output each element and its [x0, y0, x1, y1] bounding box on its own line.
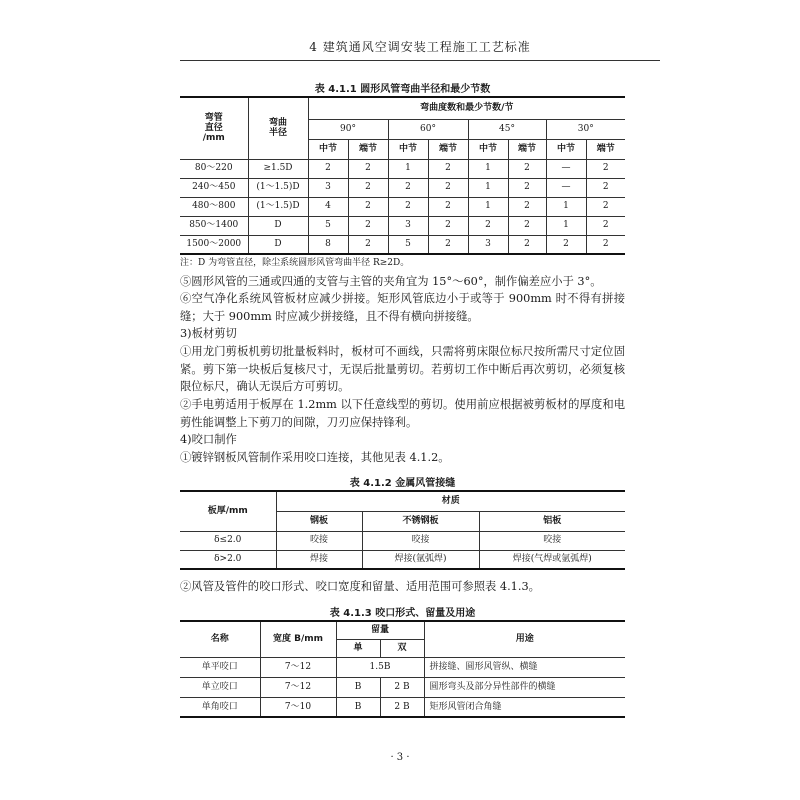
- table1-cell-count: —: [546, 159, 586, 178]
- table1-angle-90: 90°: [308, 119, 388, 139]
- table3-cell-use: 拼接缝、圆形风管纵、横缝: [424, 657, 625, 677]
- table1-cell-count: 2: [428, 235, 468, 254]
- table1-cell-count: 2: [586, 178, 625, 197]
- page-number: · 3 ·: [390, 752, 410, 763]
- paragraph: ②手电剪适用于板厚在 1.2mm 以下任意线型的剪切。使用前应根据被剪板材的厚度和电剪性能调整上下剪刀的间隙，刀刃应保持锋利。: [180, 398, 625, 429]
- table-row: [180, 531, 625, 550]
- table1-cell-radius: (1～1.5)D: [248, 178, 308, 197]
- table3-head-use: 用途: [424, 621, 625, 657]
- table1-sub-middle: 中节: [388, 139, 428, 159]
- table2-cell-method: 咬接: [362, 531, 479, 550]
- table3-cell-single: B: [336, 697, 380, 717]
- table3-head-single: 单: [336, 639, 380, 657]
- table1-cell-count: 1: [468, 178, 508, 197]
- table1-head-radius: 弯曲 半径: [248, 97, 308, 159]
- table2-material-aluminum: 铝板: [479, 511, 625, 531]
- table1-cell-count: 2: [586, 159, 625, 178]
- table1-cell-count: 2: [348, 216, 388, 235]
- table-row: [180, 657, 625, 677]
- table1-cell-count: 2: [546, 235, 586, 254]
- table-row: [180, 677, 625, 697]
- paragraph: ①镀锌钢板风管制作采用咬口连接，其他见表 4.1.2。: [180, 451, 450, 464]
- table1-cell-count: —: [546, 178, 586, 197]
- paragraph: ②风管及管件的咬口形式、咬口宽度和留量、适用范围可参照表 4.1.3。: [180, 580, 540, 593]
- table1-cell-count: 5: [308, 216, 348, 235]
- table1-cell-count: 2: [428, 178, 468, 197]
- table1-cell-count: 2: [428, 159, 468, 178]
- table-metal-seam: [180, 490, 625, 570]
- table1-sub-end: 端节: [508, 139, 546, 159]
- table-seam-form: [180, 620, 625, 718]
- table2-head-thickness: 板厚/mm: [180, 491, 276, 531]
- table1-cell-count: 2: [308, 159, 348, 178]
- table1-cell-count: 2: [586, 197, 625, 216]
- table1-cell-diameter: 850～1400: [180, 216, 248, 235]
- table2-cell-method: 焊接: [276, 550, 362, 569]
- table1-cell-count: 2: [388, 197, 428, 216]
- table1-cell-radius: D: [248, 235, 308, 254]
- table3-caption: 表 4.1.3 咬口形式、留量及用途: [329, 608, 476, 619]
- table3-cell-name: 单角咬口: [180, 697, 260, 717]
- table1-cell-radius: (1～1.5)D: [248, 197, 308, 216]
- table1-sub-end: 端节: [428, 139, 468, 159]
- table1-cell-count: 3: [468, 235, 508, 254]
- table1-cell-diameter: 240～450: [180, 178, 248, 197]
- table1-cell-count: 2: [388, 178, 428, 197]
- paragraph: ⑥空气净化系统风管板材应减少拼接。矩形风管底边小于或等于 900mm 时不得有拼接缝；大于 900mm 时应减少拼接缝，且不得有横向拼接缝。: [180, 292, 625, 323]
- table3-cell-double: 2 B: [380, 677, 424, 697]
- table1-cell-count: 2: [508, 159, 546, 178]
- table3-head-name: 名称: [180, 621, 260, 657]
- table1-cell-diameter: 80～220: [180, 159, 248, 178]
- table1-cell-count: 2: [348, 159, 388, 178]
- table1-cell-count: 2: [468, 216, 508, 235]
- table1-cell-count: 1: [546, 216, 586, 235]
- table1-cell-count: 1: [388, 159, 428, 178]
- table1-angle-60: 60°: [388, 119, 468, 139]
- table3-cell-width: 7～12: [260, 657, 336, 677]
- table1-cell-count: 4: [308, 197, 348, 216]
- table1-cell-count: 2: [428, 216, 468, 235]
- table3-head-width: 宽度 B/mm: [260, 621, 336, 657]
- table1-cell-count: 1: [468, 159, 508, 178]
- table3-cell-allowance: 1.5B: [336, 657, 424, 677]
- table-row: [180, 178, 625, 197]
- table1-cell-count: 2: [508, 216, 546, 235]
- table1-cell-diameter: 480～800: [180, 197, 248, 216]
- table1-note: 注：D 为弯管直径，除尘系统圆形风管弯曲半径 R≥2D。: [180, 258, 410, 268]
- table-row: [180, 697, 625, 717]
- table1-cell-count: 5: [388, 235, 428, 254]
- table1-cell-count: 2: [428, 197, 468, 216]
- table1-cell-count: 2: [348, 197, 388, 216]
- table1-cell-radius: ≥1.5D: [248, 159, 308, 178]
- table-bend-radius: [180, 96, 625, 255]
- table1-cell-radius: D: [248, 216, 308, 235]
- table3-cell-use: 矩形风管闭合角缝: [424, 697, 625, 717]
- table-row: [180, 197, 625, 216]
- table2-cell-method: 焊接(气焊或氩弧焊): [479, 550, 625, 569]
- table1-head-group: 弯曲度数和最少节数/节: [308, 97, 625, 119]
- table3-cell-name: 单平咬口: [180, 657, 260, 677]
- table1-angle-30: 30°: [546, 119, 625, 139]
- table1-cell-count: 1: [468, 197, 508, 216]
- table1-caption: 表 4.1.1 圆形风管弯曲半径和最少节数: [314, 84, 491, 95]
- running-header: 4 建筑通风空调安装工程施工工艺标准: [309, 40, 531, 54]
- table1-head-diameter: 弯管 直径 /mm: [180, 97, 248, 159]
- paragraph: ①用龙门剪板机剪切批量板料时，板材可不画线，只需将剪床限位标尺按所需尺寸定位固紧。剪下第一块板后复核尺寸，无误后批量剪切。若剪切工作中断后再次剪切，必须复核限位标尺，确认无误后方可剪切。: [180, 345, 625, 393]
- table3-cell-single: B: [336, 677, 380, 697]
- table2-material-stainless: 不锈钢板: [362, 511, 479, 531]
- table1-cell-diameter: 1500～2000: [180, 235, 248, 254]
- table1-cell-count: 3: [308, 178, 348, 197]
- table2-material-steel: 钢板: [276, 511, 362, 531]
- table1-sub-middle: 中节: [468, 139, 508, 159]
- table2-cell-thickness: δ≤2.0: [180, 531, 276, 550]
- table3-cell-width: 7～10: [260, 697, 336, 717]
- table-row: [180, 216, 625, 235]
- table3-head-allowance: 留量: [336, 621, 424, 639]
- table1-cell-count: 2: [348, 178, 388, 197]
- table-row: [180, 235, 625, 254]
- table3-cell-width: 7～12: [260, 677, 336, 697]
- header-rule: [180, 60, 660, 61]
- table3-head-double: 双: [380, 639, 424, 657]
- table2-head-material: 材质: [276, 491, 625, 511]
- table1-sub-middle: 中节: [308, 139, 348, 159]
- table1-sub-middle: 中节: [546, 139, 586, 159]
- table-row: [180, 159, 625, 178]
- table1-cell-count: 3: [388, 216, 428, 235]
- table1-cell-count: 2: [508, 197, 546, 216]
- table3-cell-double: 2 B: [380, 697, 424, 717]
- paragraph: ⑤圆形风管的三通或四通的支管与主管的夹角宜为 15°～60°，制作偏差应小于 3°。: [180, 275, 602, 288]
- table1-cell-count: 2: [508, 235, 546, 254]
- table1-cell-count: 2: [586, 235, 625, 254]
- table1-cell-count: 2: [348, 235, 388, 254]
- table1-angle-45: 45°: [468, 119, 546, 139]
- table3-cell-use: 圆形弯头及部分异性部件的横缝: [424, 677, 625, 697]
- table1-cell-count: 2: [508, 178, 546, 197]
- table1-sub-end: 端节: [348, 139, 388, 159]
- table2-cell-method: 焊接(氩弧焊): [362, 550, 479, 569]
- paragraph-heading: 4)咬口制作: [180, 433, 237, 446]
- table1-cell-count: 8: [308, 235, 348, 254]
- table2-cell-method: 咬接: [276, 531, 362, 550]
- table3-cell-name: 单立咬口: [180, 677, 260, 697]
- table2-cell-thickness: δ>2.0: [180, 550, 276, 569]
- table2-caption: 表 4.1.2 金属风管接缝: [349, 478, 456, 489]
- table-row: [180, 550, 625, 569]
- table1-cell-count: 1: [546, 197, 586, 216]
- table1-cell-count: 2: [586, 216, 625, 235]
- table1-sub-end: 端节: [586, 139, 625, 159]
- table2-cell-method: 咬接: [479, 531, 625, 550]
- paragraph-heading: 3)板材剪切: [180, 327, 237, 340]
